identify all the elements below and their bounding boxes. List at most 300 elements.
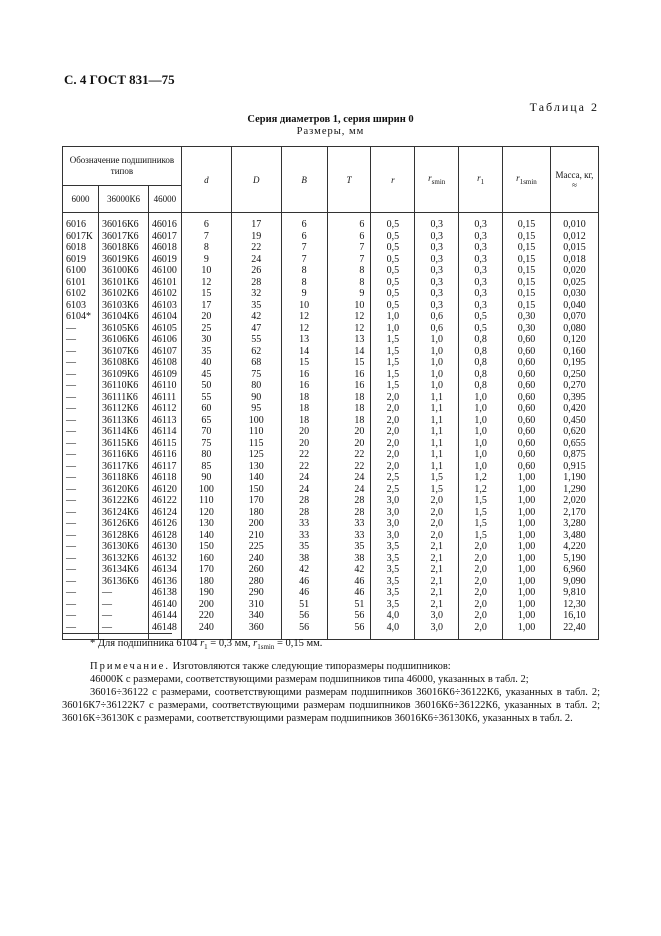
table-cell: 100 xyxy=(231,415,281,427)
table-cell: 8 xyxy=(327,277,371,289)
table-cell: 36100К6 xyxy=(98,265,148,277)
table-cell: 0,8 xyxy=(459,346,503,358)
table-cell: 28 xyxy=(281,507,327,519)
table-cell: 46144 xyxy=(148,610,181,622)
table-cell: 6,960 xyxy=(550,564,598,576)
table-cell: 36128К6 xyxy=(98,530,148,542)
table-cell: 140 xyxy=(181,530,231,542)
table-cell: 65 xyxy=(181,415,231,427)
table-cell: 56 xyxy=(327,610,371,622)
table-cell: 46134 xyxy=(148,564,181,576)
table-cell: 140 xyxy=(231,472,281,484)
table-cell: 1,2 xyxy=(459,484,503,496)
table-cell: 0,620 xyxy=(550,426,598,438)
table-cell: — xyxy=(63,553,99,565)
table-cell: 0,60 xyxy=(503,380,551,392)
table-cell: 26 xyxy=(231,265,281,277)
table-cell: 0,3 xyxy=(415,265,459,277)
table-cell: 0,8 xyxy=(459,380,503,392)
table-cell: 80 xyxy=(231,380,281,392)
table-cell: 36134К6 xyxy=(98,564,148,576)
table-cell: — xyxy=(63,622,99,640)
table-row xyxy=(63,472,599,484)
table-cell: — xyxy=(63,438,99,450)
table-cell: 6019 xyxy=(63,254,99,266)
table-cell: 0,15 xyxy=(503,213,551,231)
table-cell: 55 xyxy=(231,334,281,346)
table-cell: 47 xyxy=(231,323,281,335)
table-cell: 160 xyxy=(181,553,231,565)
table-cell: 3,280 xyxy=(550,518,598,530)
note-intro: Примечание. Изготовляются также следующие типоразмеры подшипников: xyxy=(90,661,451,672)
table-cell: 12 xyxy=(281,323,327,335)
table-cell: 9 xyxy=(327,288,371,300)
table-cell: 170 xyxy=(181,564,231,576)
table-cell: 2,0 xyxy=(371,461,415,473)
table-cell: 1,00 xyxy=(503,530,551,542)
table-cell: 1,1 xyxy=(415,403,459,415)
table-row xyxy=(63,610,599,622)
table-cell: 1,0 xyxy=(371,311,415,323)
table-cell: 46116 xyxy=(148,449,181,461)
table-cell: 0,250 xyxy=(550,369,598,381)
table-cell: 3,5 xyxy=(371,599,415,611)
table-cell: 180 xyxy=(181,576,231,588)
table-cell: 12 xyxy=(281,311,327,323)
header-type-6000: 6000 xyxy=(63,186,99,213)
table-cell: 1,1 xyxy=(415,392,459,404)
table-cell: 2,5 xyxy=(371,472,415,484)
table-cell: 4,220 xyxy=(550,541,598,553)
table-row xyxy=(63,242,599,254)
header-designation: Обозначение подшипников типов xyxy=(63,147,182,186)
table-cell: 2,0 xyxy=(371,449,415,461)
table-cell: 46132 xyxy=(148,553,181,565)
table-cell: 24 xyxy=(231,254,281,266)
table-cell: 0,30 xyxy=(503,323,551,335)
table-cell: 36130К6 xyxy=(98,541,148,553)
table-cell: 46120 xyxy=(148,484,181,496)
table-cell: 9,090 xyxy=(550,576,598,588)
table-row xyxy=(63,311,599,323)
table-cell: 12,30 xyxy=(550,599,598,611)
table-cell: 0,270 xyxy=(550,380,598,392)
table-cell: 18 xyxy=(327,415,371,427)
table-cell: 33 xyxy=(281,518,327,530)
table-cell: 6101 xyxy=(63,277,99,289)
table-cell: — xyxy=(63,323,99,335)
table-row xyxy=(63,576,599,588)
table-cell: 0,60 xyxy=(503,415,551,427)
table-cell: 0,120 xyxy=(550,334,598,346)
table-cell: 46106 xyxy=(148,334,181,346)
table-cell: 110 xyxy=(231,426,281,438)
table-cell: 33 xyxy=(281,530,327,542)
table-cell: 36118К6 xyxy=(98,472,148,484)
table-cell: 0,60 xyxy=(503,357,551,369)
table-cell: 225 xyxy=(231,541,281,553)
table-cell: 22 xyxy=(327,449,371,461)
table-cell: 3,0 xyxy=(415,622,459,640)
table-cell: 0,5 xyxy=(371,300,415,312)
table-cell: 2,0 xyxy=(459,564,503,576)
table-cell: 22 xyxy=(231,242,281,254)
header-r1smin: $r_{1smin}$ xyxy=(503,147,551,213)
table-cell: 46111 xyxy=(148,392,181,404)
table-cell: 20 xyxy=(181,311,231,323)
table-cell: 7 xyxy=(281,254,327,266)
header-B: B xyxy=(281,147,327,213)
table-cell: 1,290 xyxy=(550,484,598,496)
table-cell: 0,070 xyxy=(550,311,598,323)
table-row xyxy=(63,254,599,266)
table-cell: 46136 xyxy=(148,576,181,588)
table-cell: 6 xyxy=(327,213,371,231)
header-r1: $r_1$ xyxy=(459,147,503,213)
table-cell: 2,1 xyxy=(415,587,459,599)
table-cell: 0,8 xyxy=(459,369,503,381)
table-row xyxy=(63,346,599,358)
table-cell: 46117 xyxy=(148,461,181,473)
table-cell: 16 xyxy=(281,369,327,381)
table-cell: 1,5 xyxy=(459,495,503,507)
table-cell: 0,8 xyxy=(459,334,503,346)
table-cell: 1,5 xyxy=(459,518,503,530)
table-cell: — xyxy=(63,587,99,599)
table-cell: 1,1 xyxy=(415,438,459,450)
table-cell: — xyxy=(98,622,148,640)
table-cell: 6 xyxy=(327,231,371,243)
table-cell: — xyxy=(63,392,99,404)
table-cell: 0,010 xyxy=(550,213,598,231)
table-cell: 0,420 xyxy=(550,403,598,415)
table-row xyxy=(63,426,599,438)
table-row xyxy=(63,369,599,381)
table-cell: 0,025 xyxy=(550,277,598,289)
table-cell: 16 xyxy=(327,380,371,392)
table-cell: 3,5 xyxy=(371,541,415,553)
table-cell: 17 xyxy=(181,300,231,312)
table-cell: 56 xyxy=(327,622,371,640)
table-cell: 55 xyxy=(181,392,231,404)
table-cell: 12 xyxy=(327,323,371,335)
header-d: d xyxy=(181,147,231,213)
table-cell: — xyxy=(63,403,99,415)
table-cell: 2,170 xyxy=(550,507,598,519)
table-cell: 36103К6 xyxy=(98,300,148,312)
table-row xyxy=(63,392,599,404)
table-cell: 0,030 xyxy=(550,288,598,300)
table-cell: 22 xyxy=(327,461,371,473)
table-cell: — xyxy=(98,610,148,622)
table-cell: 46140 xyxy=(148,599,181,611)
table-row xyxy=(63,461,599,473)
table-cell: 1,0 xyxy=(459,449,503,461)
table-cell: 3,5 xyxy=(371,576,415,588)
table-cell: 24 xyxy=(281,484,327,496)
table-cell: 46112 xyxy=(148,403,181,415)
table-cell: 18 xyxy=(281,392,327,404)
table-cell: 0,5 xyxy=(459,311,503,323)
table-cell: 35 xyxy=(231,300,281,312)
table-cell: 36117К6 xyxy=(98,461,148,473)
table-cell: 46109 xyxy=(148,369,181,381)
note-block xyxy=(62,660,600,725)
table-cell: 0,3 xyxy=(415,300,459,312)
header-type-36000K6: 36000К6 xyxy=(98,186,148,213)
table-cell: 22 xyxy=(281,449,327,461)
table-row xyxy=(63,622,599,640)
table-cell: 36113К6 xyxy=(98,415,148,427)
table-cell: 0,15 xyxy=(503,277,551,289)
table-cell: 0,3 xyxy=(459,300,503,312)
table-cell: 2,1 xyxy=(415,553,459,565)
table-cell: 2,0 xyxy=(415,507,459,519)
table-cell: 46 xyxy=(327,576,371,588)
table-cell: 36124К6 xyxy=(98,507,148,519)
table-cell: 1,190 xyxy=(550,472,598,484)
table-cell: 46118 xyxy=(148,472,181,484)
table-cell: — xyxy=(63,507,99,519)
table-cell: 1,5 xyxy=(459,507,503,519)
table-cell: 3,0 xyxy=(415,610,459,622)
table-cell: — xyxy=(63,461,99,473)
table-cell: 36018К6 xyxy=(98,242,148,254)
table-cell: — xyxy=(98,599,148,611)
table-cell: 36107К6 xyxy=(98,346,148,358)
table-cell: 190 xyxy=(181,587,231,599)
table-cell: — xyxy=(63,415,99,427)
table-cell: 90 xyxy=(181,472,231,484)
table-cell: — xyxy=(63,599,99,611)
table-cell: 10 xyxy=(327,300,371,312)
table-cell: 2,0 xyxy=(371,415,415,427)
header-mass: Масса, кг, ≈ xyxy=(550,147,598,213)
table-row xyxy=(63,438,599,450)
table-cell: 9 xyxy=(281,288,327,300)
table-cell: 28 xyxy=(231,277,281,289)
bearing-dimensions-table xyxy=(62,146,599,640)
table-cell: 0,5 xyxy=(371,277,415,289)
table-cell: 38 xyxy=(327,553,371,565)
table-cell: 42 xyxy=(281,564,327,576)
table-cell: 0,15 xyxy=(503,254,551,266)
table-cell: 2,5 xyxy=(371,484,415,496)
table-cell: 0,5 xyxy=(371,231,415,243)
table-cell: 18 xyxy=(327,403,371,415)
table-cell: 8 xyxy=(281,265,327,277)
header-D: D xyxy=(231,147,281,213)
table-cell: 36106К6 xyxy=(98,334,148,346)
table-row xyxy=(63,380,599,392)
table-cell: 2,0 xyxy=(459,610,503,622)
table-cell: 6016 xyxy=(63,213,99,231)
table-cell: 360 xyxy=(231,622,281,640)
table-cell: 0,15 xyxy=(503,231,551,243)
table-cell: 46114 xyxy=(148,426,181,438)
table-cell: 0,30 xyxy=(503,311,551,323)
page-header: С. 4 ГОСТ 831—75 xyxy=(64,72,175,87)
table-cell: 3,5 xyxy=(371,553,415,565)
table-row xyxy=(63,599,599,611)
table-cell: 35 xyxy=(181,346,231,358)
table-cell: 46016 xyxy=(148,213,181,231)
table-cell: 0,60 xyxy=(503,438,551,450)
table-cell: 1,0 xyxy=(459,461,503,473)
table-cell: 0,040 xyxy=(550,300,598,312)
table-cell: 0,3 xyxy=(459,265,503,277)
table-cell: 46107 xyxy=(148,346,181,358)
table-cell: 36120К6 xyxy=(98,484,148,496)
table-cell: 95 xyxy=(231,403,281,415)
table-cell: 7 xyxy=(181,231,231,243)
table-cell: 1,00 xyxy=(503,553,551,565)
note-para-1: 46000К с размерами, соответствующими размерам подшипников типа 46000, указанных в табл. 2; xyxy=(90,674,529,685)
table-cell: 0,5 xyxy=(371,242,415,254)
table-cell: 110 xyxy=(181,495,231,507)
table-cell: 6100 xyxy=(63,265,99,277)
table-cell: 0,3 xyxy=(459,213,503,231)
table-cell: 2,020 xyxy=(550,495,598,507)
table-cell: 1,1 xyxy=(415,426,459,438)
table-cell: 130 xyxy=(231,461,281,473)
table-cell: 0,655 xyxy=(550,438,598,450)
table-row xyxy=(63,403,599,415)
header-T: T xyxy=(327,147,371,213)
table-cell: 7 xyxy=(327,254,371,266)
table-cell: — xyxy=(63,334,99,346)
table-cell: 12 xyxy=(181,277,231,289)
table-cell: 56 xyxy=(281,622,327,640)
table-cell: 0,5 xyxy=(371,288,415,300)
table-cell: 0,6 xyxy=(415,311,459,323)
table-cell: 0,15 xyxy=(503,300,551,312)
table-cell: 75 xyxy=(231,369,281,381)
table-cell: 16 xyxy=(327,369,371,381)
table-cell: 46 xyxy=(281,576,327,588)
table-cell: 46148 xyxy=(148,622,181,640)
table-cell: 340 xyxy=(231,610,281,622)
table-cell: 0,012 xyxy=(550,231,598,243)
table-cell: 35 xyxy=(281,541,327,553)
table-cell: 46126 xyxy=(148,518,181,530)
table-cell: 1,00 xyxy=(503,495,551,507)
table-cell: — xyxy=(63,346,99,358)
table-cell: 46100 xyxy=(148,265,181,277)
table-cell: 5,190 xyxy=(550,553,598,565)
table-cell: 1,0 xyxy=(459,426,503,438)
table-cell: 210 xyxy=(231,530,281,542)
table-cell: 10 xyxy=(181,265,231,277)
table-cell: 6018 xyxy=(63,242,99,254)
table-cell: 46017 xyxy=(148,231,181,243)
table-cell: 20 xyxy=(281,426,327,438)
table-cell: 42 xyxy=(327,564,371,576)
table-cell: 18 xyxy=(281,403,327,415)
table-cell: 1,5 xyxy=(371,346,415,358)
table-cell: 0,3 xyxy=(415,254,459,266)
table-cell: 6104* xyxy=(63,311,99,323)
table-cell: 60 xyxy=(181,403,231,415)
table-cell: 0,915 xyxy=(550,461,598,473)
table-cell: 14 xyxy=(327,346,371,358)
table-cell: 10 xyxy=(281,300,327,312)
table-cell: 0,020 xyxy=(550,265,598,277)
table-cell: 0,450 xyxy=(550,415,598,427)
table-cell: 2,0 xyxy=(459,553,503,565)
table-cell: 36102К6 xyxy=(98,288,148,300)
table-cell: — xyxy=(63,495,99,507)
table-cell: 0,015 xyxy=(550,242,598,254)
table-cell: 46122 xyxy=(148,495,181,507)
footnote: * Для подшипника 6104 $r_1 = 0,3$ мм, $r_{1smin} = 0,15$ мм. xyxy=(90,638,323,652)
table-cell: 24 xyxy=(281,472,327,484)
table-cell: 46104 xyxy=(148,311,181,323)
table-cell: 46130 xyxy=(148,541,181,553)
table-cell: 0,3 xyxy=(415,242,459,254)
table-row xyxy=(63,415,599,427)
table-cell: 0,3 xyxy=(415,213,459,231)
table-cell: 36116К6 xyxy=(98,449,148,461)
table-cell: 1,5 xyxy=(415,472,459,484)
table-cell: 7 xyxy=(281,242,327,254)
table-cell: — xyxy=(63,357,99,369)
table-cell: 0,3 xyxy=(459,231,503,243)
table-cell: 2,0 xyxy=(371,438,415,450)
table-cell: 180 xyxy=(231,507,281,519)
table-cell: — xyxy=(63,610,99,622)
table-cell: 0,60 xyxy=(503,403,551,415)
table-caption-series: Серия диаметров 1, серия ширин 0 xyxy=(247,114,414,125)
table-cell: 46 xyxy=(327,587,371,599)
table-cell: 68 xyxy=(231,357,281,369)
table-label: Таблица 2 xyxy=(529,100,599,114)
table-cell: 36112К6 xyxy=(98,403,148,415)
table-cell: 120 xyxy=(181,507,231,519)
table-cell: 18 xyxy=(327,392,371,404)
table-cell: 1,00 xyxy=(503,610,551,622)
table-cell: 2,0 xyxy=(459,541,503,553)
table-row xyxy=(63,265,599,277)
table-cell: 56 xyxy=(281,610,327,622)
table-cell: 46115 xyxy=(148,438,181,450)
table-cell: 290 xyxy=(231,587,281,599)
table-cell: 2,0 xyxy=(415,518,459,530)
table-cell: 1,0 xyxy=(415,380,459,392)
table-cell: 200 xyxy=(181,599,231,611)
table-cell: 1,0 xyxy=(459,438,503,450)
table-cell: 6 xyxy=(281,213,327,231)
note-para-2: 36016÷36122 с размерами, соответствующими размерам подшипников 36016К6÷36122К6, указанных в табл. 2; 36016К7÷36122К7 с размерами, соответствующими размерам подшипников 36016К6÷36122К6, указанных в табл. 2; 36016К÷36130К с размерами, соответствующими размерам подшипников 36016К6÷36130К6, указанных в табл. 2. xyxy=(62,687,600,724)
table-cell: 0,3 xyxy=(459,277,503,289)
table-cell: 280 xyxy=(231,576,281,588)
table-cell: 0,8 xyxy=(459,357,503,369)
table-row xyxy=(63,518,599,530)
footnote-rule xyxy=(62,633,172,634)
table-cell: 8 xyxy=(281,277,327,289)
table-cell: 1,00 xyxy=(503,472,551,484)
table-cell: 20 xyxy=(281,438,327,450)
table-cell: 18 xyxy=(281,415,327,427)
table-cell: 33 xyxy=(327,518,371,530)
table-cell: 1,0 xyxy=(371,323,415,335)
table-cell: 0,3 xyxy=(459,254,503,266)
table-cell: 1,5 xyxy=(371,369,415,381)
table-cell: 0,60 xyxy=(503,346,551,358)
table-cell: 62 xyxy=(231,346,281,358)
table-cell: 20 xyxy=(327,426,371,438)
table-cell: 1,0 xyxy=(415,369,459,381)
